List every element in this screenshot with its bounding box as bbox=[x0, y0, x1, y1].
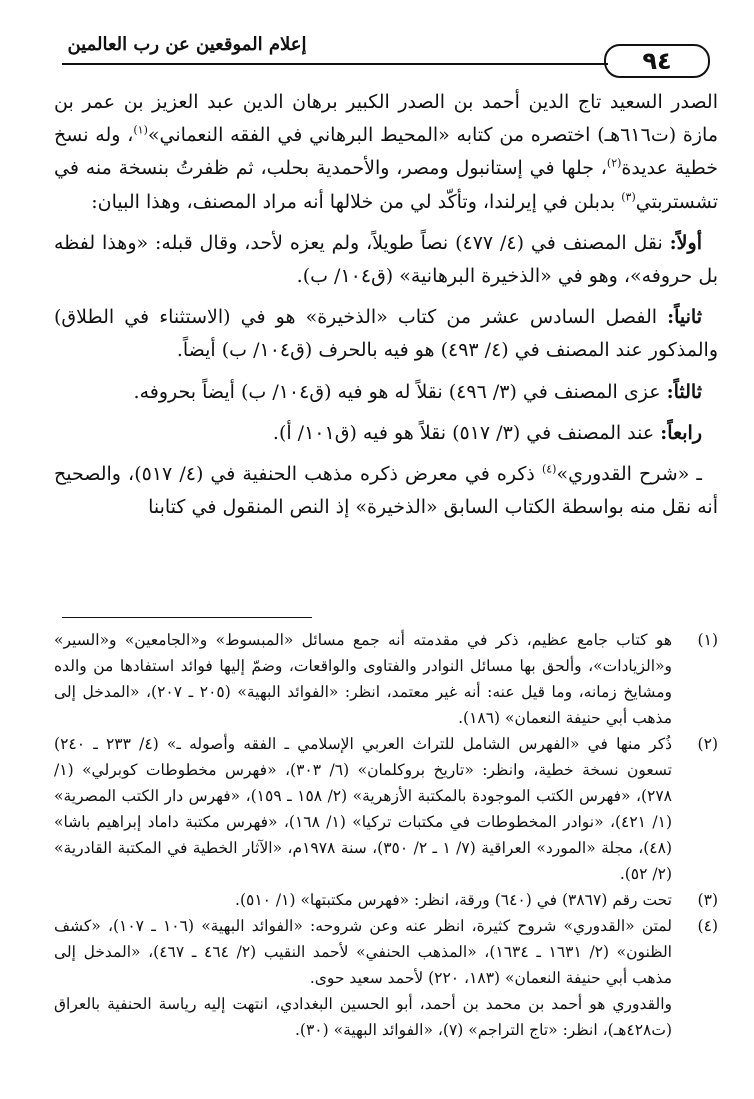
footnote-text: تحت رقم (٣٨٦٧) في (٦٤٠) ورقة، انظر: «فهرس مكتبتها» (١/ ٥١٠). bbox=[235, 891, 672, 909]
intro-text-4: بدبلن في إيرلندا، وتأكّد لي من خلالها أنه مراد المصنف، وهذا البيان: bbox=[91, 190, 622, 213]
footnote-number: (٢) bbox=[697, 735, 718, 753]
footnote-ref-1[interactable]: (١) bbox=[133, 123, 148, 137]
intro-text-3: ، جلها في إستانبول ومصر، والأحمدية بحلب، ثم ظفرتُ بنسخة منه في تشستربتي bbox=[54, 157, 718, 213]
footnotes-section bbox=[54, 627, 718, 1043]
book-title: إعلام الموقعين عن رب العالمين bbox=[67, 34, 307, 55]
main-text bbox=[54, 86, 718, 532]
running-header bbox=[62, 30, 718, 74]
footnote-separator bbox=[62, 617, 312, 618]
point-first-lead: أولاً: bbox=[669, 231, 702, 254]
point-second-lead: ثانياً: bbox=[667, 306, 702, 329]
page-number: ٩٤ bbox=[642, 47, 672, 75]
footnote-text: ذُكر منها في «الفهرس الشامل للتراث العربي الإسلامي ـ الفقه وأصوله ـ» (٤/ ٢٣٣ ـ ٢٤٠) تسعون نسخة خطية، وانظر: «تاريخ بروكلمان» (٦/ ٣٠٣)، «فهرس مخطوطات كوبرلي» (١/ ٢٧٨)، «فهرس الكتب الموجودة بالمكتبة الأزهرية» (٢/ ١٥٨ ـ ١٥٩)، «فهرس دار الكتب المصرية» (١/ ٤٢١)، «نوادر المخطوطات في مكتبات تركيا» (١/ ١٦٨)، «فهرس مكتبة داماد إبراهيم باشا» (٤٨)، مجلة «المورد» العراقية (٧/ ١ ـ ٢/ ٣٥٠)، سنة ١٩٧٨م، «الآثار الخطية في المكتبة القادرية» (٢/ ٥٢). bbox=[54, 735, 672, 883]
footnote-ref-4[interactable]: (٤) bbox=[541, 462, 557, 476]
point-second bbox=[54, 301, 718, 367]
footnote-number: (٣) bbox=[697, 891, 718, 909]
footnote bbox=[54, 731, 718, 887]
point-third-text: عزى المصنف في (٣/ ٤٩٦) نقلاً له هو فيه (ق١٠٤/ ب) أيضاً بحروفه. bbox=[133, 380, 667, 403]
point-third bbox=[54, 376, 718, 409]
point-fifth bbox=[54, 458, 718, 524]
footnote-text: هو كتاب جامع عظيم، ذكر في مقدمته أنه جمع مسائل «المبسوط» و«الجامعين» و«السير» و«الزيادات»، وألحق بها مسائل النوادر والفتاوى والواقعات، وضمّ إليها فوائد استفادها من والده ومشايخ زمانه، وما قيل عنه: أنه غير معتمد، انظر: «الفوائد البهية» (٢٠٥ ـ ٢٠٧)، «المدخل إلى مذهب أبي حنيفة النعمان» (١٨٦). bbox=[54, 631, 673, 727]
point-fourth-text: عند المصنف في (٣/ ٥١٧) نقلاً هو فيه (ق١٠١/ أ). bbox=[272, 421, 661, 444]
page-number-badge bbox=[604, 44, 710, 78]
footnote-continuation: والقدوري هو أحمد بن محمد بن أحمد، أبو الحسين البغدادي، انتهت إليه رياسة الحنفية بالعراق (ت٤٢٨هـ)، انظر: «تاج التراجم» (٧)، «الفوائد البهية» (٣٠). bbox=[54, 995, 672, 1039]
footnote-ref-3[interactable]: (٣) bbox=[621, 190, 636, 204]
intro-text: الصدر السعيد تاج الدين أحمد بن الصدر الكبير برهان الدين عبد العزيز بن عمر بن مازة (ت٦١٦هـ) اختصره من كتابه «المحيط البرهاني في الفقه النعماني» bbox=[54, 91, 719, 147]
footnote-text: لمتن «القدوري» شروح كثيرة، انظر عنه وعن شروحه: «الفوائد البهية» (١٠٦ ـ ١٠٧)، «كشف الظنون» (٢/ ١٦٣١ ـ ١٦٣٤)، «المذهب الحنفي» لأحمد النقيب (٢/ ٤٦٤ ـ ٤٦٧)، «المدخل إلى مذهب أبي حنيفة النعمان» (١٨٣، ٢٢٠) لأحمد سعيد حوى. bbox=[54, 917, 672, 987]
point-fifth-text-a: ـ «شرح القدوري» bbox=[556, 463, 702, 486]
footnote bbox=[54, 627, 718, 731]
point-third-lead: ثالثاً: bbox=[666, 380, 702, 403]
point-first bbox=[54, 227, 718, 293]
point-second-text: الفصل السادس عشر من كتاب «الذخيرة» هو في (الاستثناء في الطلاق) والمذكور عند المصنف في (٤/ ٤٩٣) هو فيه بالحرف (ق١٠٤/ ب) أيضاً. bbox=[54, 306, 718, 362]
point-fourth bbox=[54, 417, 718, 450]
point-fourth-lead: رابعاً: bbox=[660, 421, 702, 444]
footnote bbox=[54, 913, 718, 991]
intro-text-2: ، وله نسخ خطية عديدة bbox=[54, 124, 718, 180]
intro-paragraph bbox=[54, 86, 718, 219]
footnote-number: (٤) bbox=[697, 917, 718, 935]
header-rule bbox=[62, 63, 608, 65]
point-first-text: نقل المصنف في (٤/ ٤٧٧) نصاً طويلاً، ولم يعزه لأحد، وقال قبله: «وهذا لفظه بل حروفه»، وهو في «الذخيرة البرهانية» (ق١٠٤/ ب). bbox=[54, 231, 718, 288]
footnote bbox=[54, 887, 718, 913]
footnote-ref-2[interactable]: (٢) bbox=[606, 157, 622, 171]
point-fifth-text-b: ذكره في معرض ذكره مذهب الحنفية في (٤/ ٥١٧)، والصحيح أنه نقل منه بواسطة الكتاب السابق «الذخيرة» إذ النص المنقول في كتابنا bbox=[54, 463, 718, 519]
footnote-number: (١) bbox=[697, 631, 718, 649]
